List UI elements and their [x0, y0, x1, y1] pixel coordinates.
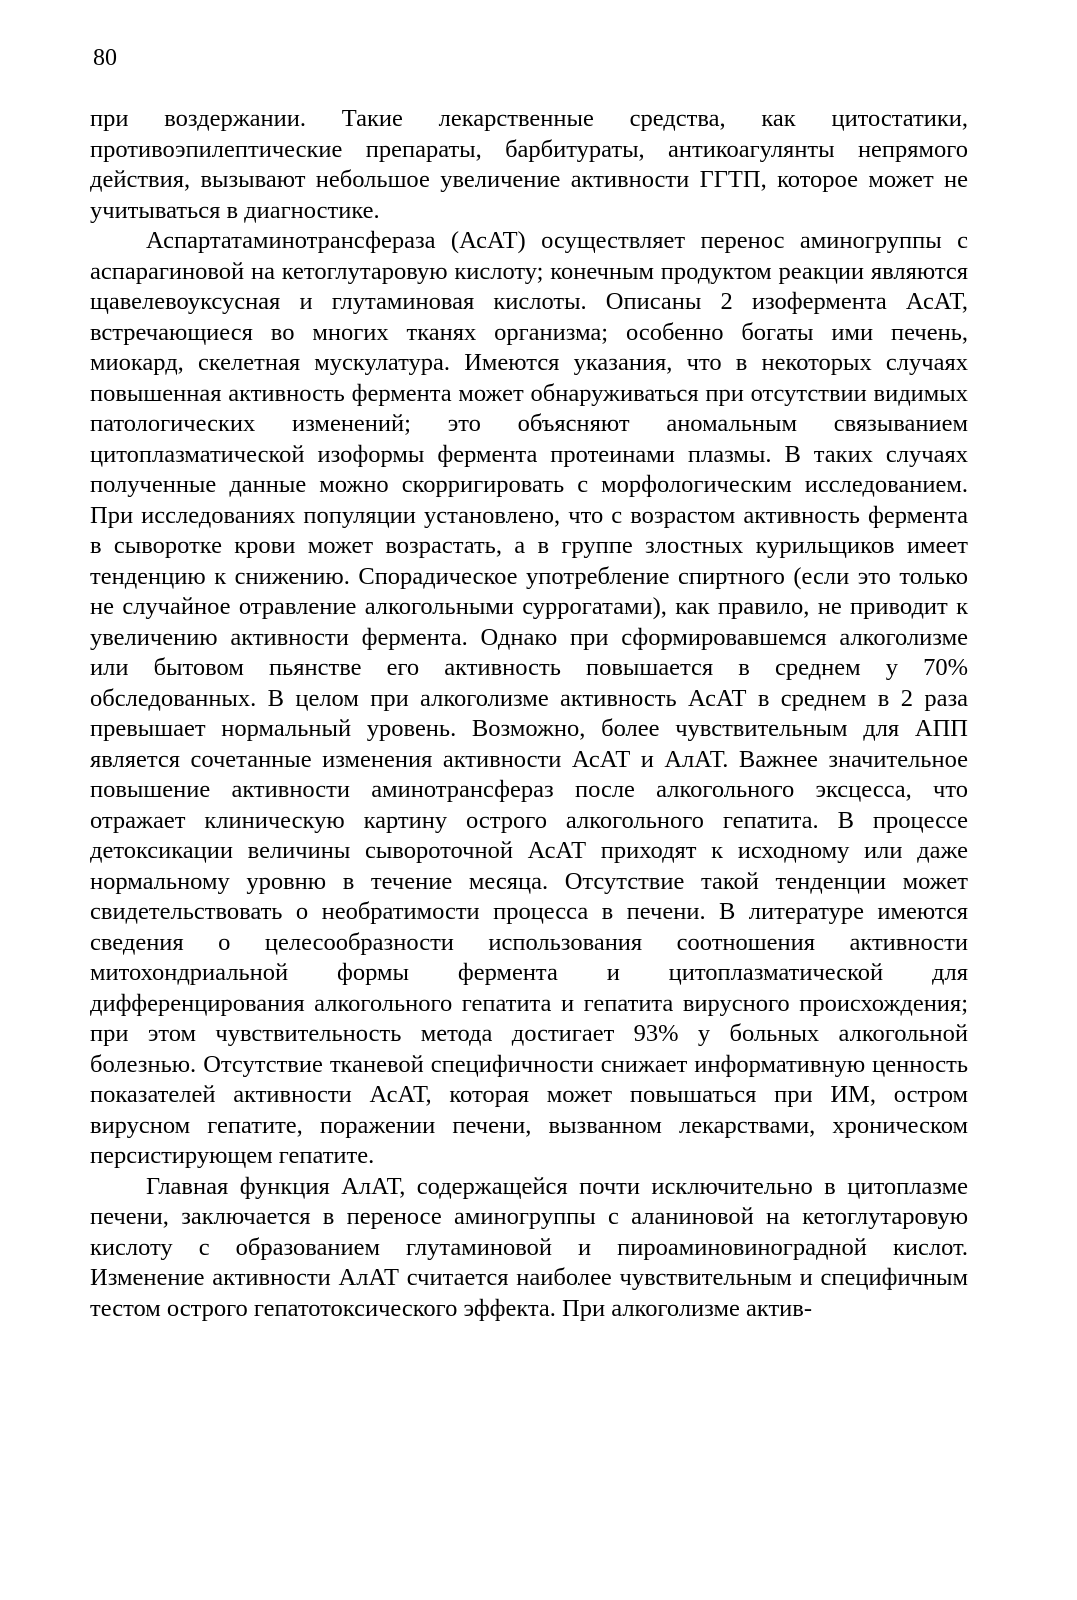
- paragraph-asat: Аспартатаминотрансфераза (АсАТ) осуществляет перенос аминогруппы с аспарагиновой на кетоглутаровую кислоту; конечным продуктом реакции являются щавелевоуксусная и глутаминовая кислоты. Описаны 2 изофермента АсАТ, встречающиеся во многих тканях организма; особенно богаты ими печень, миокард, скелетная мускулатура. Имеются указания, что в некоторых случаях повышенная активность фермента может обнаруживаться при отсутствии видимых патологических изменений; это объясняют аномальным связыванием цитоплазматической изоформы фермента протеинами плазмы. В таких случаях полученные данные можно скорригировать с морфологическим исследованием. При исследованиях популяции установлено, что с возрастом активность фермента в сыворотке крови может возрастать, а в группе злостных курильщиков имеет тенденцию к снижению. Спорадическое употребление спиртного (если это только не случайное отравление алкогольными суррогатами), как правило, не приводит к увеличению активности фермента. Однако при сформировавшемся алкоголизме или бытовом пьянстве его активность повышается в среднем у 70% обследованных. В целом при алкоголизме активность АсАТ в среднем в 2 раза превышает нормальный уровень. Возможно, более чувствительным для АПП является сочетанные изменения активности АсАТ и АлАТ. Важнее значительное повышение активности аминотрансфераз после алкогольного эксцесса, что отражает клиническую картину острого алкогольного гепатита. В процессе детоксикации величины сывороточной АсАТ приходят к исходному или даже нормальному уровню в течение месяца. Отсутствие такой тенденции может свидетельствовать о необратимости процесса в печени. В литературе имеются сведения о целесообразности использования соотношения активности митохондриальной формы фермента и цитоплазматической для дифференцирования алкогольного гепатита и гепатита вирусного происхождения; при этом чувствительность метода достигает 93% у больных алкогольной болезнью. Отсутствие тканевой специфичности снижает информативную ценность показателей активности АсАТ, которая может повышаться при ИМ, остром вирусном гепатите, поражении печени, вызванном лекарствами, хроническом персистирующем гепатите.: [90, 227, 968, 1169]
- paragraph-alat: Главная функция АлАТ, содержащейся почти исключительно в цитоплазме печени, заключается в переносе аминогруппы с аланиновой на кетоглутаровую кислоту с образованием глутаминовой и пироаминовиноградной кислот. Изменение активности АлАТ считается наиболее чувствительным и специфичным тестом острого гепатотоксического эффекта. При алкоголизме актив-: [90, 1172, 968, 1322]
- paragraph-continuation: при воздержании. Такие лекарственные средства, как цитостатики, противоэпилептические препараты, барбитураты, антикоагулянты непрямого действия, вызывают небольшое увеличение активности ГГТП, которое может не учитываться в диагностике.: [90, 105, 968, 224]
- text-body: [90, 104, 968, 1324]
- page-number: 80: [93, 45, 117, 71]
